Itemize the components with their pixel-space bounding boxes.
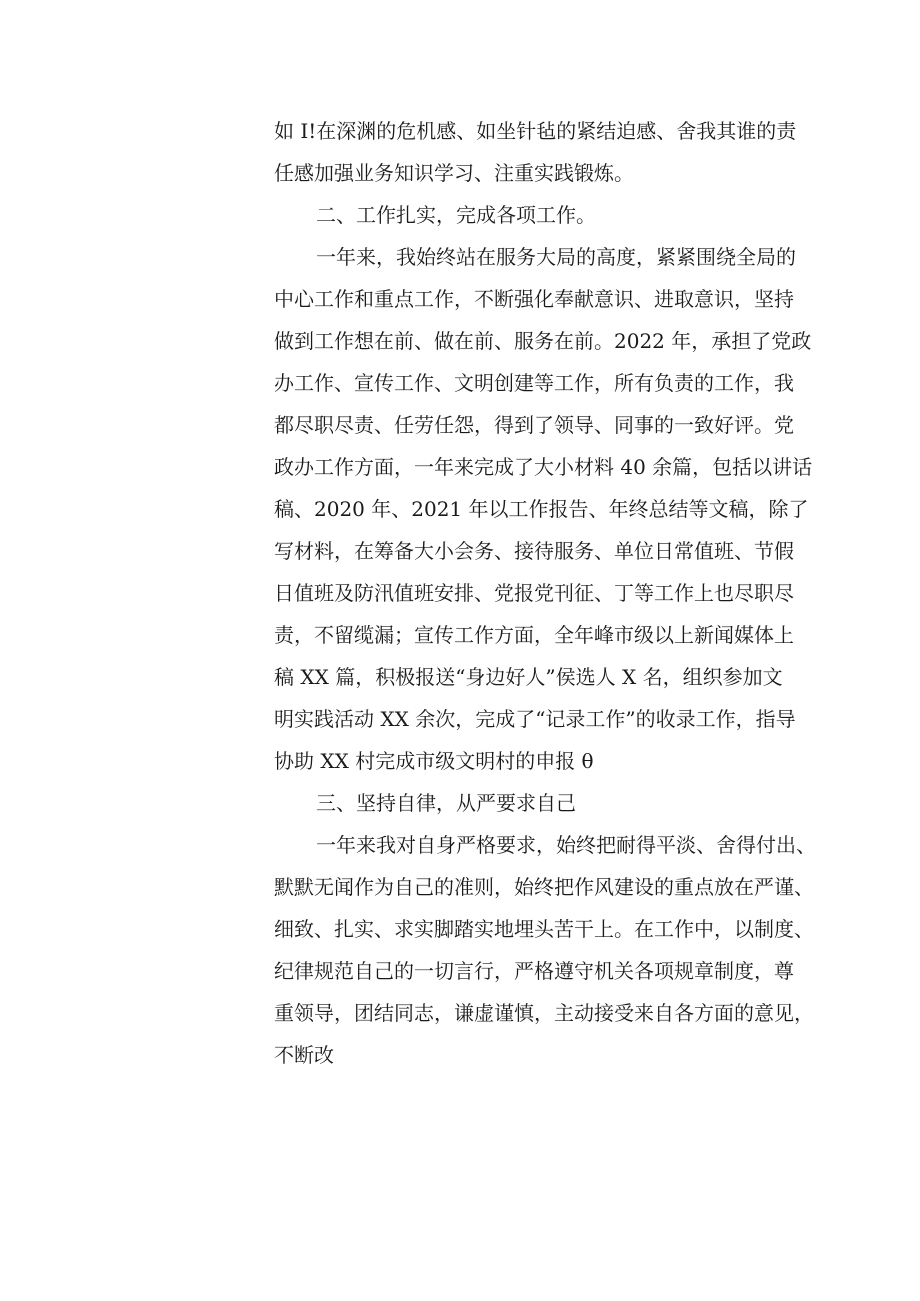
text-line: 协助 XX 村完成市级文明村的申报 θ (274, 749, 594, 773)
text-line: 如 I!在深渊的危机感、如坐针毡的紧结迫感、舍我其谁的责 (274, 119, 797, 143)
text-line: 默默无闻作为自己的准则，始终把作风建设的重点放在严谨、 (274, 875, 814, 899)
text-line: 一年来，我始终站在服务大局的高度，紧紧围绕全局的 (316, 245, 796, 269)
text-line: 责，不留缆漏；宣传工作方面，全年峰市级以上新闻媒体上 (274, 623, 794, 647)
text-line: 重领导，团结同志，谦虚谨慎，主动接受来自各方面的意见， (274, 1001, 814, 1025)
text-line: 做到工作想在前、做在前、服务在前。2022 年，承担了党政 (274, 329, 812, 353)
text-line: 明实践活动 XX 余次，完成了“记录工作”的收录工作，指导 (274, 707, 796, 731)
text-line: 稿、2020 年、2021 年以工作报告、年终总结等文稿，除了 (274, 497, 809, 521)
text-line: 不断改 (274, 1043, 334, 1067)
text-line: 中心工作和重点工作，不断强化奉献意识、进取意识，坚持 (274, 287, 794, 311)
section-heading: 二、工作扎实，完成各项工作。 (316, 203, 596, 227)
text-line: 政办工作方面，一年来完成了大小材料 40 余篇，包括以讲话 (274, 455, 813, 479)
text-line: 日值班及防汛值班安排、党报党刊征、丁等工作上也尽职尽 (274, 581, 794, 605)
text-line: 纪律规范自己的一切言行，严格遵守机关各项规章制度，尊 (274, 959, 794, 983)
text-line: 一年来我对自身严格要求，始终把耐得平淡、舍得付出、 (316, 833, 816, 857)
text-line: 任感加强业务知识学习、注重实践锻炼。 (274, 161, 634, 185)
text-line: 都尽职尽责、任劳任怨，得到了领导、同事的一致好评。党 (274, 413, 794, 437)
text-line: 细致、扎实、求实脚踏实地埋头苦干上。在工作中，以制度、 (274, 917, 814, 941)
text-line: 写材料，在筹备大小会务、接待服务、单位日常值班、节假 (274, 539, 794, 563)
text-line: 办工作、宣传工作、文明创建等工作，所有负责的工作，我 (274, 371, 794, 395)
text-line: 稿 XX 篇，积极报送“身边好人”侯选人 X 名，组织参加文 (274, 665, 783, 689)
section-heading: 三、坚持自律，从严要求自己 (316, 791, 576, 815)
